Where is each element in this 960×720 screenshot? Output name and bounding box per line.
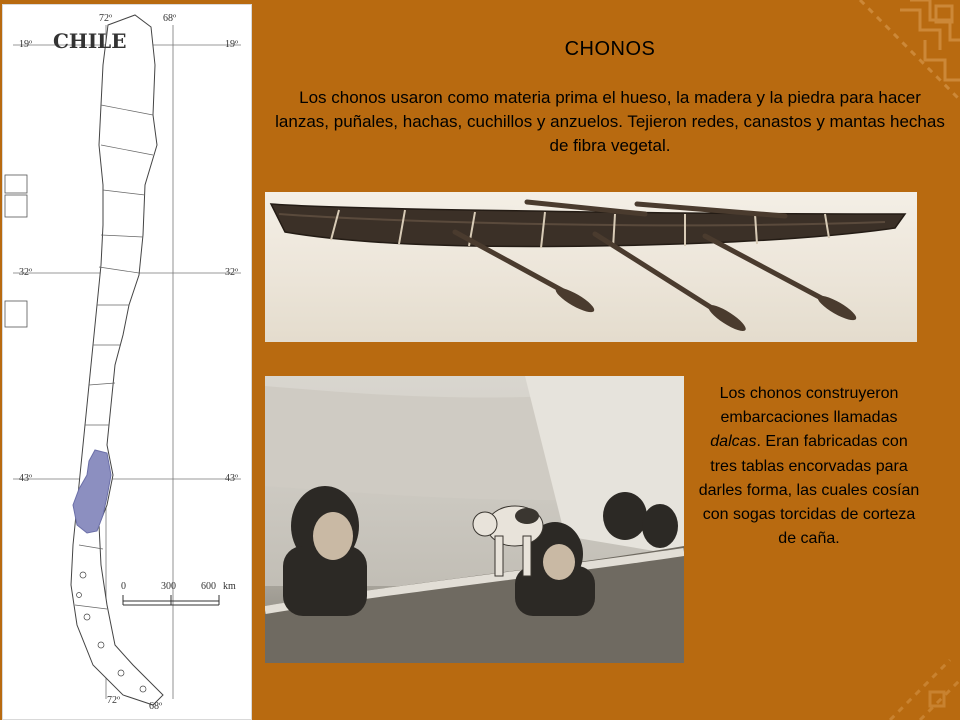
lat-label-19-right: 19º (225, 39, 239, 50)
lat-label-43-right: 43º (225, 473, 239, 484)
map-title: CHILE (53, 29, 127, 53)
lat-label-32-left: 32º (19, 267, 33, 278)
scale-label-300: 300 (161, 581, 176, 592)
scale-label-0: 0 (121, 581, 126, 592)
slide-title: CHONOS (564, 38, 656, 60)
lon-label-bottom-right: 68º (149, 701, 163, 712)
boat-people-photo (265, 376, 684, 663)
description-emphasis-dalcas: dalcas (710, 433, 757, 451)
chile-map (2, 4, 252, 720)
lon-label-bottom: 72º (107, 695, 121, 706)
chonos-region (73, 450, 111, 533)
scale-label-600: 600 (201, 581, 216, 592)
lat-label-19-left: 19º (19, 39, 33, 50)
dalcas-description (696, 382, 922, 551)
lon-label-top-left: 72º (99, 13, 113, 24)
bottom-right-pattern (880, 640, 960, 720)
canoe-drawing (265, 192, 917, 342)
intro-paragraph: Los chonos usaron como materia prima el hueso, la madera y la piedra para hacer lanzas, puñales, hachas, cuchillos y anzuelos. Tejieron redes, canastos y mantas hechas de fibra vegetal. (275, 88, 945, 155)
description-text-after: . Eran fabricadas con tres tablas encorvadas para darles forma, las cuales cosían con sogas torcidas de corteza de caña. (698, 433, 920, 548)
boat-photo-drawing (265, 376, 684, 663)
canoe-model-photo (265, 192, 917, 342)
lat-label-32-right: 32º (225, 267, 239, 278)
scale-label-unit: km (223, 581, 236, 592)
lon-label-top-right: 68º (163, 13, 177, 24)
map-drawing (3, 5, 251, 719)
lat-label-43-left: 43º (19, 473, 33, 484)
description-text-before: Los chonos construyeron embarcaciones llamadas (719, 385, 899, 427)
